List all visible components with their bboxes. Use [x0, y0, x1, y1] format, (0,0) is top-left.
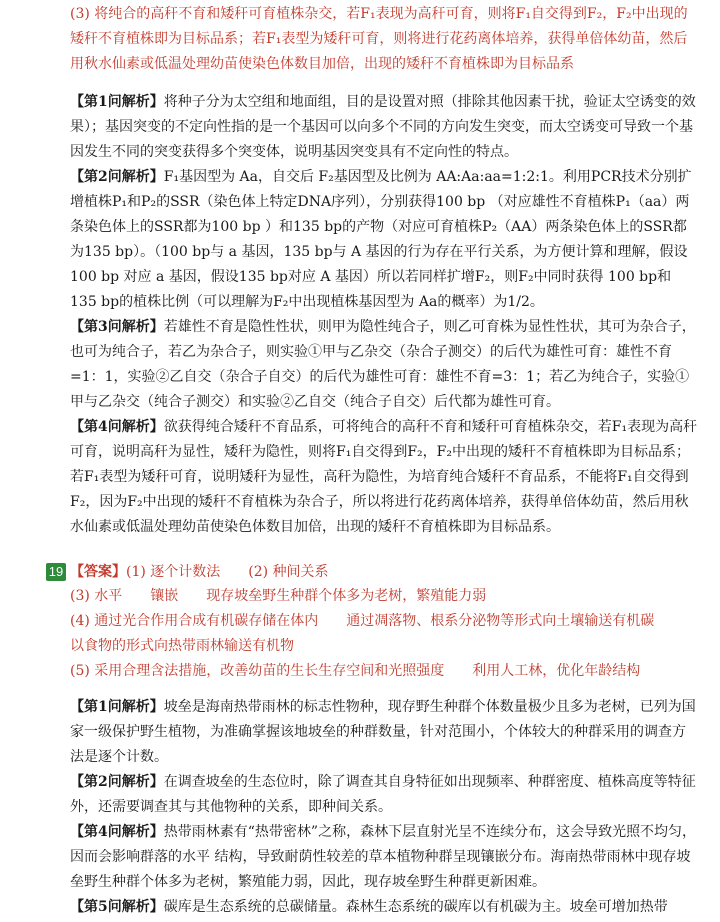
analysis-section-19 [70, 695, 698, 920]
analysis-tag: 【第5问解析】 [70, 899, 164, 915]
analysis-paragraph: 【第1问解析】坡垒是海南热带雨林的标志性物种，现存野生种群个体数量极少且多为老树，已列为国家一级保护野生植物，为准确掌握该地坡垒的种群数量，针对范围小，个体较大的种群采用的调查方法是逐个计数。 [70, 699, 696, 765]
analysis-tag: 【第1问解析】 [70, 94, 164, 110]
answer-tag: 【答案】 [70, 564, 126, 580]
answer-line-1: 【答案】(1) 逐个计数法 (2) 种间关系 [70, 564, 329, 580]
previous-answer-text: (3) 将纯合的高秆不育和矮秆可育植株杂交，若F₁表现为高秆可育，则将F₁自交得到F₂，F₂中出现的矮秆不育植株即为目标品系；若F₁表型为矮秆可育，则将进行花药离体培养，获得单倍体幼苗，然后用秋水仙素或低温处理幼苗使染色体数目加倍，出现的矮秆不育植株即为目标品系 [70, 6, 688, 72]
analysis-tag: 【第4问解析】 [70, 824, 164, 840]
answer-line-5: (5) 采用合理含法措施，改善幼苗的生长生存空间和光照强度 利用人工林，优化年龄结构 [70, 663, 641, 679]
analysis-tag: 【第2问解析】 [70, 774, 164, 790]
answer-line-4: 以食物的形式向热带雨林输送有机物 [70, 638, 294, 654]
analysis-paragraph: 【第1问解析】将种子分为太空组和地面组，目的是设置对照（排除其他因素干扰，验证太空诱变的效果）；基因突变的不定向性指的是一个基因可以向多个不同的方向发生突变，而太空诱变可导致一个基因发生不同的突变获得多个突变体，说明基因突变具有不定向性的特点。 [70, 94, 696, 160]
answer-line-2: (3) 水平 镶嵌 现存坡垒野生种群个体多为老树，繁殖能力弱 [70, 588, 487, 604]
analysis-paragraph: 【第3问解析】若雄性不育是隐性性状，则甲为隐性纯合子，则乙可育株为显性性状，其可为杂合子，也可为纯合子，若乙为杂合子，则实验①甲与乙杂交（杂合子测交）的后代为雄性可育：雄性不育=1：1，实验②乙自交（杂合子自交）的后代为雄性可育：雄性不育=3：1；若乙为纯合子，实验①甲与乙杂交（纯合子测交）和实验②乙自交（纯合子自交）后代都为雄性可育。 [70, 319, 696, 410]
analysis-tag: 【第3问解析】 [70, 319, 164, 335]
analysis-paragraph: 【第2问解析】F₁基因型为 Aa，自交后 F₂基因型及比例为 AA:Aa:aa=1:2:1。利用PCR技术分别扩增植株P₁和P₂的SSR（染色体上特定DNA序列），分别获得100 bp （对应雄性不育植株P₁（aa）两条染色体上的SSR都为100 bp ）和135 bp的产物（对应可育植株P₂（AA）两条染色体上的SSR都为135 bp）。（100 bp与 a 基因，135 bp与 A 基因的行为存在平行关系，为方便计算和理解，假设 100 bp 对应 a 基因，假设135 bp对应 A 基因）所以若同样扩增F₂，则F₂中同时获得 100 bp和 135 bp的植株比例（可以理解为F₂中出现植株基因型为 Aa的概率）为1/2。 [70, 169, 692, 310]
analysis-paragraph: 【第5问解析】碳库是生态系统的总碳储量。森林生态系统的碳库以有机碳为主。坡垒可增加热带 [70, 899, 668, 915]
question-number-badge: 19 [46, 563, 66, 581]
analysis-tag: 【第1问解析】 [70, 699, 164, 715]
analysis-tag: 【第4问解析】 [70, 419, 164, 435]
analysis-paragraph: 【第2问解析】在调查坡垒的生态位时，除了调查其自身特征如出现频率、种群密度、植株高度等特征外，还需要调查其与其他物种的关系，即种间关系。 [70, 774, 696, 815]
analysis-section-18 [70, 90, 698, 540]
analysis-paragraph: 【第4问解析】热带雨林素有“热带密林”之称，森林下层直射光呈不连续分布，这会导致光照不均匀，因而会影响群落的水平 结构，导致耐荫性较差的草本植物种群呈现镶嵌分布。海南热带雨林中现存坡垒野生种群个体多为老树，繁殖能力弱，因此，现存坡垒野生种群更新困难。 [70, 824, 697, 890]
answer-line-3: (4) 通过光合作用合成有机碳存储在体内 通过凋落物、根系分泌物等形式向土壤输送有机碳 [70, 613, 655, 629]
analysis-paragraph: 【第4问解析】欲获得纯合矮秆不育品系，可将纯合的高秆不育和矮秆可育植株杂交，若F₁表现为高秆可育，说明高秆为显性，矮秆为隐性，则将F₁自交得到F₂，F₂中出现的矮秆不育植株即为目标品系；若F₁表型为矮秆可育，说明矮秆为显性，高秆为隐性，为培育纯合矮秆不育品系，不能将F₁自交得到F₂，因为F₂中出现的矮秆不育植株为杂合子，所以将进行花药离体培养，获得单倍体幼苗，然后用秋水仙素或低温处理幼苗使染色体数目加倍，出现的矮秆不育植株即为目标品系。 [70, 419, 698, 535]
analysis-tag: 【第2问解析】 [70, 169, 164, 185]
